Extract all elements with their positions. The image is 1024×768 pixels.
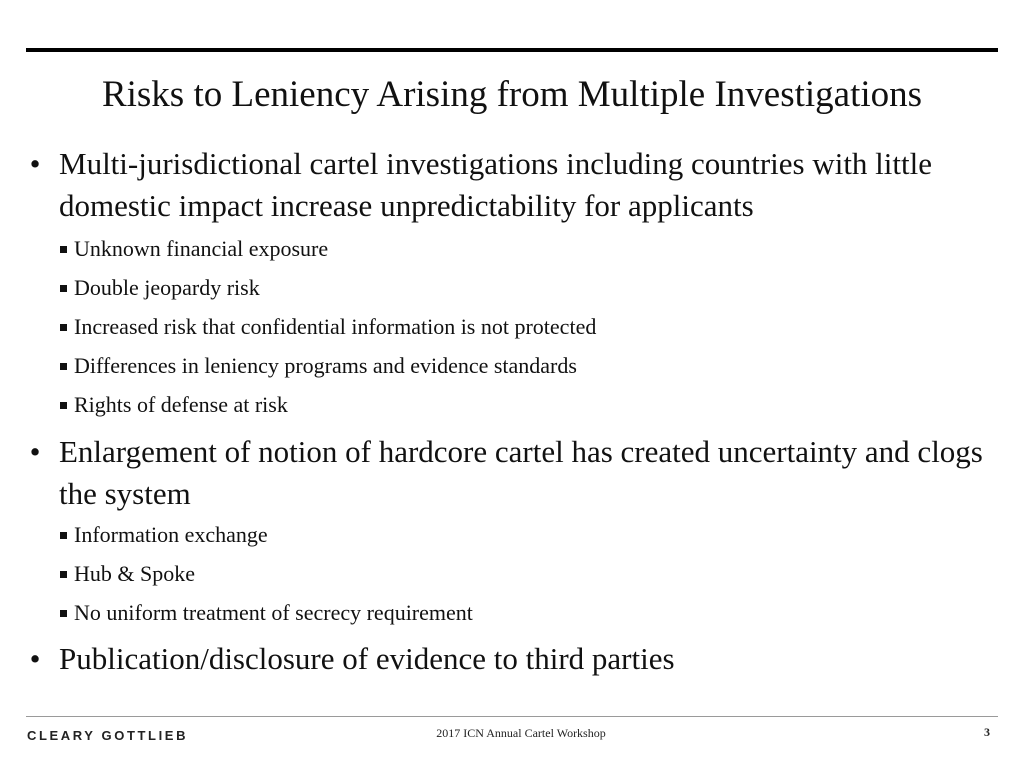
- sub-bullet-item: [60, 275, 260, 301]
- slide-title: Risks to Leniency Arising from Multiple Investigations: [101, 74, 923, 115]
- square-bullet-icon: [60, 285, 67, 292]
- sub-bullet-text: Increased risk that confidential information is not protected: [74, 314, 597, 339]
- sub-bullet-text: Double jeopardy risk: [74, 275, 260, 300]
- sub-bullet-item: [60, 522, 268, 548]
- header-rule: [26, 48, 998, 52]
- page-number: 3: [984, 725, 990, 739]
- square-bullet-icon: [60, 402, 67, 409]
- sub-bullet-item: [60, 392, 288, 418]
- sub-bullet-item: [60, 353, 577, 379]
- bullet-dot-icon: •: [29, 641, 41, 676]
- square-bullet-icon: [60, 571, 67, 578]
- bullet-dot-icon: •: [29, 434, 41, 469]
- footer-rule: [26, 716, 998, 717]
- square-bullet-icon: [60, 246, 67, 253]
- square-bullet-icon: [60, 610, 67, 617]
- sub-bullet-item: [60, 314, 596, 340]
- sub-bullet-item: [60, 236, 328, 262]
- sub-bullet-text: No uniform treatment of secrecy requirement: [74, 600, 473, 625]
- bullet-item: [24, 143, 1009, 227]
- sub-bullet-text: Unknown financial exposure: [74, 236, 329, 261]
- bullet-item: [24, 431, 1009, 515]
- footer-event-text: 2017 ICN Annual Cartel Workshop: [436, 726, 606, 740]
- sub-bullet-item: [60, 561, 195, 587]
- square-bullet-icon: [60, 363, 67, 370]
- sub-bullet-text: Hub & Spoke: [74, 561, 195, 586]
- square-bullet-icon: [60, 324, 67, 331]
- sub-bullet-text: Information exchange: [74, 522, 268, 547]
- square-bullet-icon: [60, 532, 67, 539]
- bullet-item: [24, 638, 1009, 680]
- sub-bullet-text: Differences in leniency programs and evidence standards: [74, 353, 577, 378]
- sub-bullet-item: [60, 600, 473, 626]
- bullet-dot-icon: •: [29, 146, 41, 181]
- bullet-text: Multi-jurisdictional cartel investigations including countries with little domestic impact increase unpredictability for applicants: [59, 146, 933, 223]
- bullet-text: Enlargement of notion of hardcore cartel has created uncertainty and clogs the system: [59, 434, 983, 511]
- sub-bullet-text: Rights of defense at risk: [74, 392, 288, 417]
- company-logo: CLEARY GOTTLIEB: [27, 728, 189, 743]
- bullet-text: Publication/disclosure of evidence to third parties: [59, 641, 675, 676]
